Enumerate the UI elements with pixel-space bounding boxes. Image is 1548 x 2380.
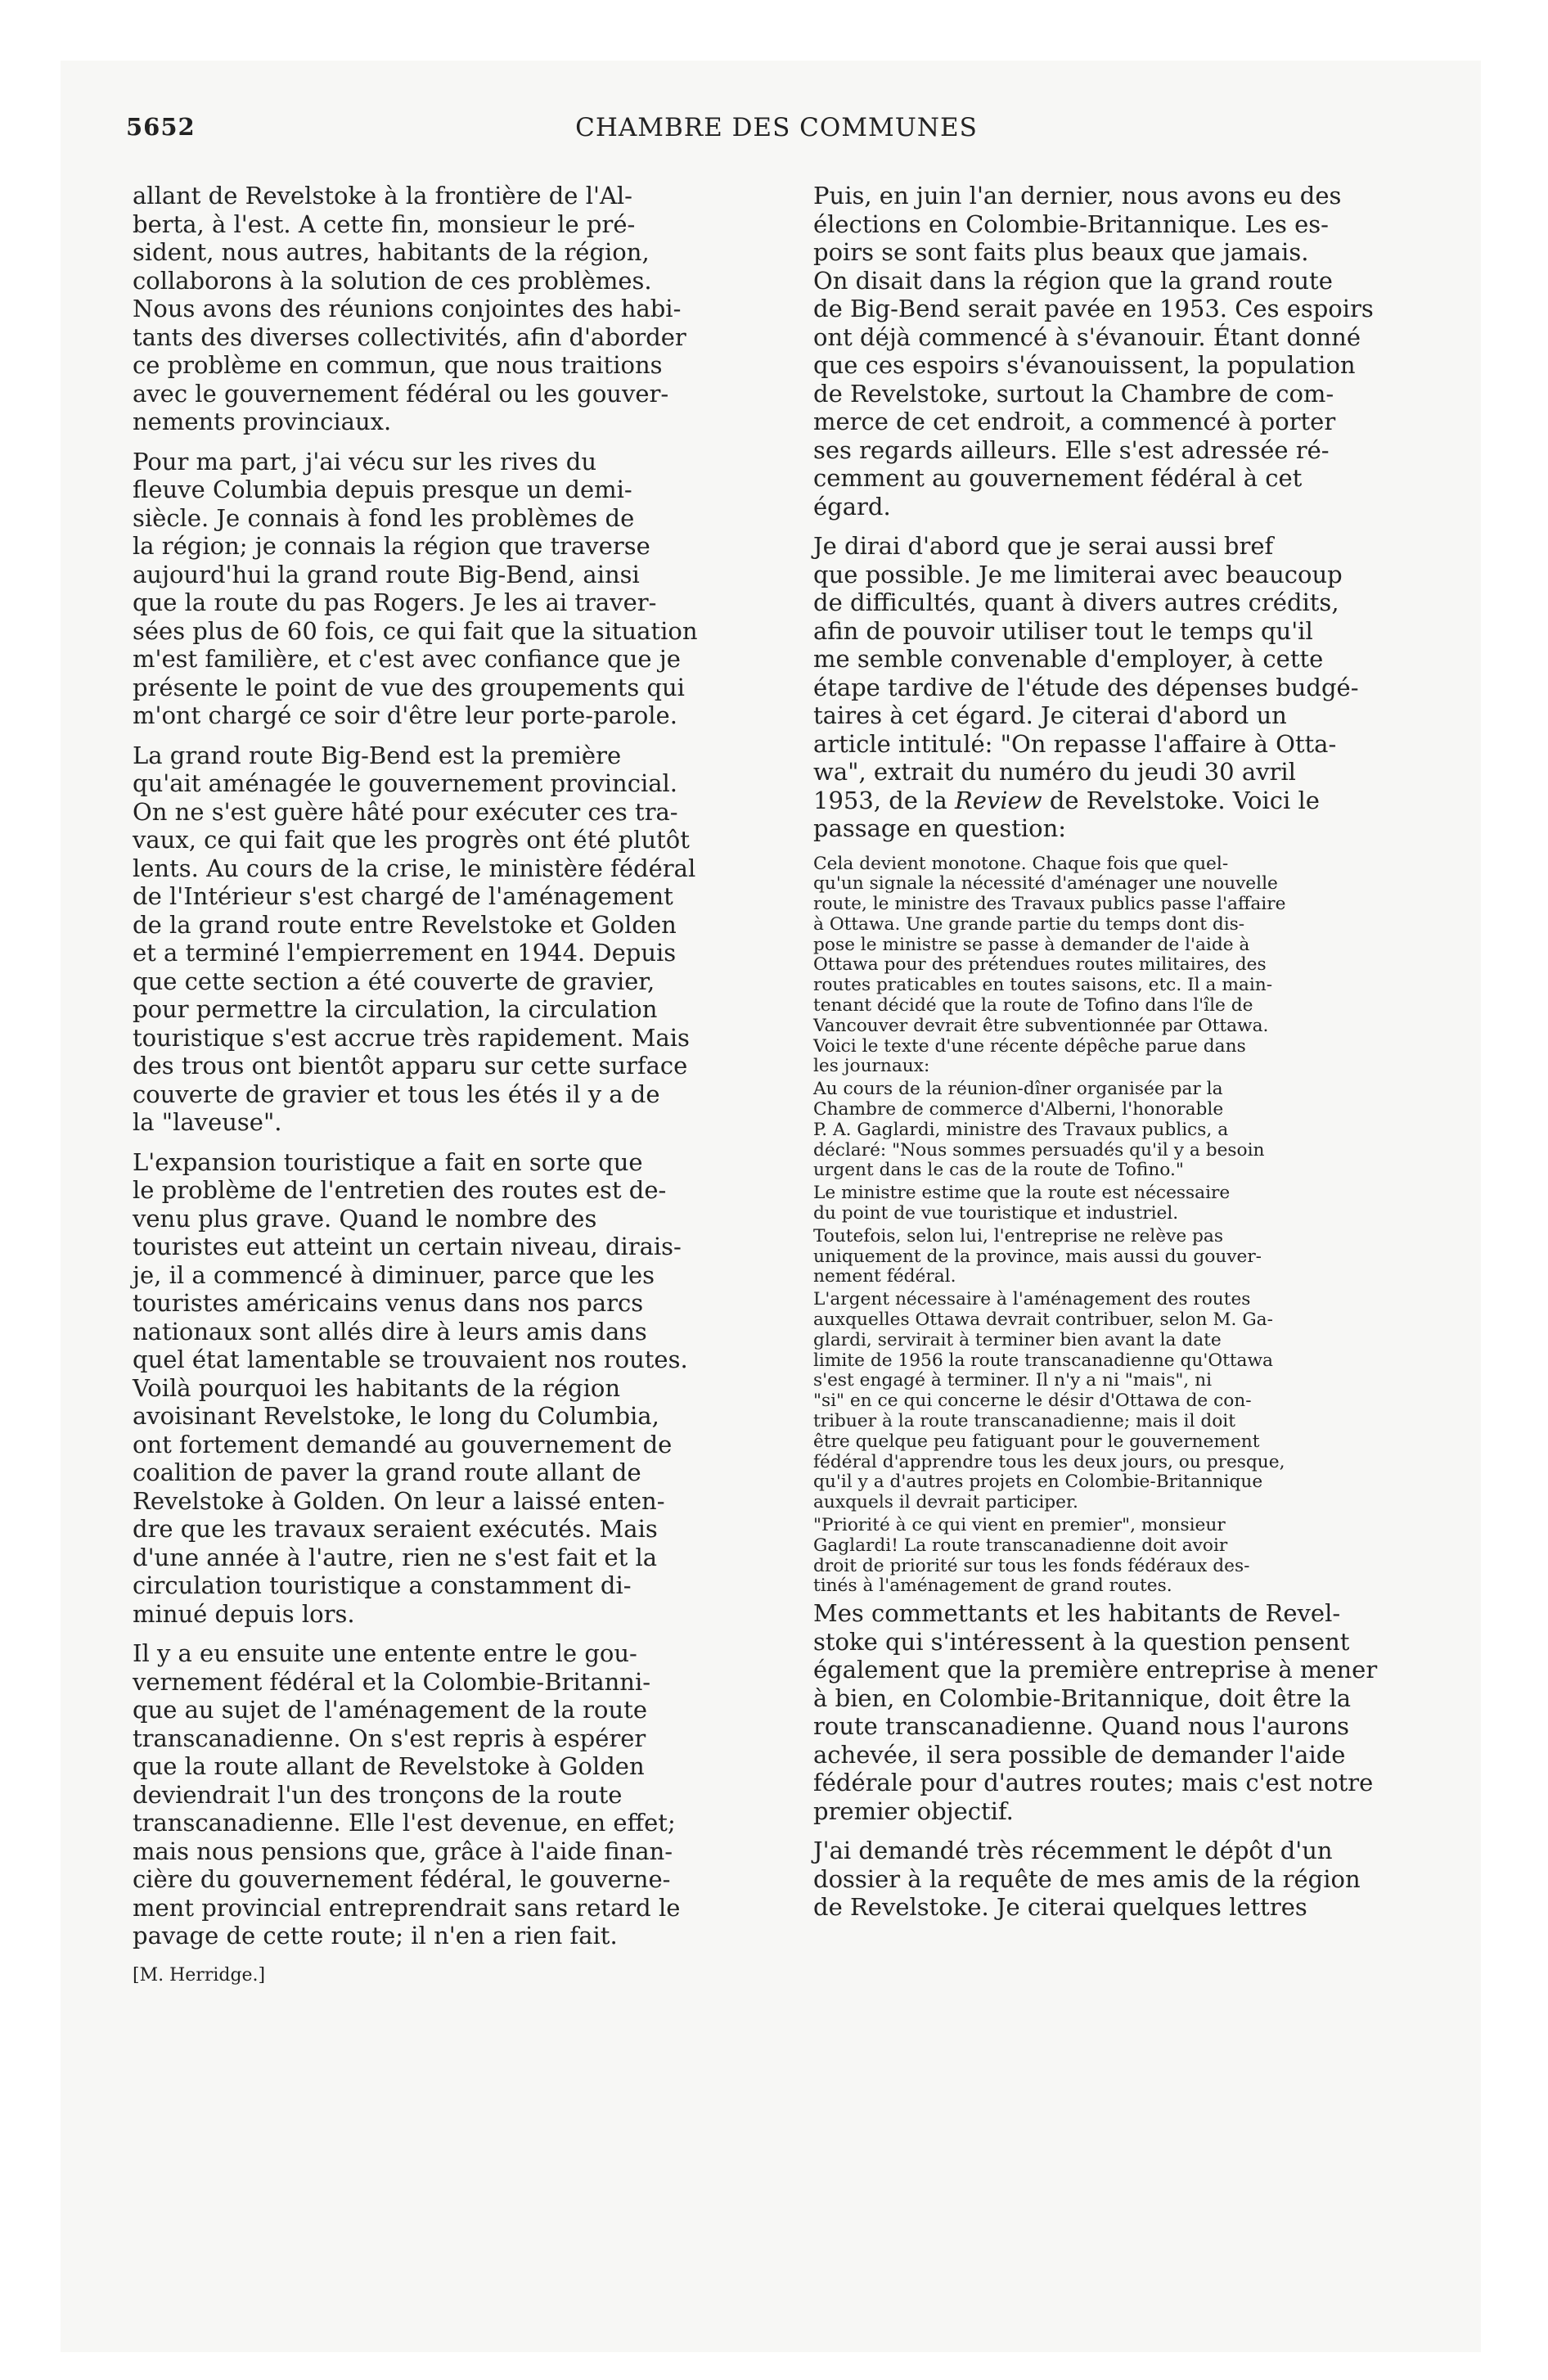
text-line: à Ottawa. Une grande partie du temps dont dis- [813,913,1245,935]
text-line: ont fortement demandé au gouvernement de [133,1430,673,1458]
text-line: passage en question: [813,814,1067,842]
text-line: me semble convenable d'employer, à cette [813,645,1324,673]
text-line: On disait dans la région que la grand route [813,266,1333,295]
text-line: Il y a eu ensuite une entente entre le gou- [133,1639,637,1667]
text-line: je, il a commencé à diminuer, parce que les [133,1260,655,1289]
quoted-paragraph [813,1290,1460,1513]
text-line: nements provinciaux. [133,408,392,435]
text-line: de Big-Bend serait pavée en 1953. Ces espoirs [813,295,1374,322]
body-paragraph [133,1148,772,1629]
text-line: ment provincial entreprendrait sans retard le [133,1893,681,1922]
text-line: Revelstoke à Golden. On leur a laissé enten- [133,1486,665,1515]
text-line: aujourd'hui la grand route Big-Bend, ainsi [133,560,640,588]
text-line: être quelque peu fatiguant pour le gouvernement [813,1431,1260,1452]
text-line: de Revelstoke. Je citerai quelques lettres [813,1893,1307,1922]
document-page [61,61,1481,2352]
text-line: déclaré: "Nous sommes persuadés qu'il y a besoin [813,1139,1265,1161]
text-line: qu'un signale la nécessité d'aménager une nouvelle [813,873,1278,895]
text-line: tenant décidé que la route de Tofino dans l'île de [813,995,1253,1016]
text-line: fleuve Columbia depuis presque un demi- [133,476,632,503]
text-line: venu plus grave. Quand le nombre des [133,1204,597,1233]
text-line: de l'Intérieur s'est chargé de l'aménagement [133,882,673,910]
text-line: Le ministre estime que la route est nécessaire [813,1183,1231,1204]
text-line: Toutefois, selon lui, l'entreprise ne relève pas [813,1225,1223,1246]
text-line: wa", extrait du numéro du jeudi 30 avril [813,758,1296,786]
text-line: coalition de paver la grand route allant de [133,1458,641,1486]
text-line: nationaux sont allés dire à leurs amis dans [133,1317,647,1346]
quoted-paragraph [813,1080,1460,1181]
text-line: cemment au gouvernement fédéral à cet [813,464,1303,492]
text-line: ont déjà commencé à s'évanouir. Étant donné [813,322,1361,351]
text-line: article intitulé: "On repasse l'affaire à Otta- [813,729,1337,758]
text-line: mais nous pensions que, grâce à l'aide finan- [133,1837,673,1865]
text-line: ses regards ailleurs. Elle s'est adressée ré- [813,435,1330,464]
text-line: auxquelles Ottawa devrait contribuer, selon M. Ga- [813,1309,1273,1331]
text-line: élections en Colombie-Britannique. Les es- [813,210,1329,238]
text-line: couverte de gravier et tous les étés il y a de [133,1080,660,1108]
text-line: s'est engagé à terminer. Il n'y a ni "mais", ni [813,1370,1213,1391]
text-line: J'ai demandé très récemment le dépôt d'un [813,1837,1333,1865]
text-line: qu'ait aménagée le gouvernement provincial. [133,769,678,797]
text-line: Voilà pourquoi les habitants de la région [133,1373,621,1402]
page-number: 5652 [126,113,196,141]
text-line: Pour ma part, j'ai vécu sur les rives du [133,447,597,476]
text-line: allant de Revelstoke à la frontière de l'Al- [133,182,632,210]
text-line: pose le ministre se passe à demander de l'aide à [813,934,1250,955]
text-line: droit de priorité sur tous les fonds fédéraux des- [813,1555,1250,1576]
text-line: ce problème en commun, que nous traitions [133,351,663,379]
text-line: taires à cet égard. Je citerai d'abord un [813,701,1287,729]
page-header [126,113,1427,154]
quoted-paragraph [813,854,1460,1078]
text-line: égard. [813,492,891,521]
text-line: tinés à l'aménagement de grand routes. [813,1575,1172,1597]
text-line: L'expansion touristique a fait en sorte que [133,1147,643,1176]
text-line: uniquement de la province, mais aussi du gouver- [813,1246,1262,1267]
text-line: également que la première entreprise à mener [813,1656,1378,1684]
text-line: quel état lamentable se trouvaient nos routes. [133,1346,688,1373]
body-paragraph [133,448,772,730]
text-line: siècle. Je connais à fond les problèmes de [133,503,635,532]
text-line: Puis, en juin l'an dernier, nous avons eu des [813,182,1342,210]
text-line: Ottawa pour des prétendues routes militaires, des [813,954,1267,976]
text-line: sées plus de 60 fois, ce qui fait que la situation [133,616,698,645]
text-line: Voici le texte d'une récente dépêche parue dans [813,1035,1246,1057]
text-line: On ne s'est guère hâté pour exécuter ces tra- [133,797,678,826]
text-line: Mes commettants et les habitants de Revel- [813,1599,1341,1628]
text-line: avec le gouvernement fédéral ou les gouver- [133,379,669,408]
text-line: circulation touristique a constamment di- [133,1571,632,1599]
quoted-paragraph [813,1516,1460,1597]
text-line: de Revelstoke, surtout la Chambre de com- [813,379,1334,408]
text-line: touristes américains venus dans nos parcs [133,1289,644,1317]
text-line: de la grand route entre Revelstoke et Golden [133,910,677,939]
text-line: stoke qui s'intéressent à la question pensent [813,1627,1350,1656]
text-line: lents. Au cours de la crise, le ministère fédéral [133,854,696,882]
text-line: dre que les travaux seraient exécutés. Mais [133,1515,658,1543]
text-line: vernement fédéral et la Colombie-Britanni- [133,1667,651,1696]
body-paragraph [133,1639,772,1950]
text-line: touristes eut atteint un certain niveau, dirais- [133,1233,682,1260]
text-line: minué depuis lors. [133,1599,355,1628]
text-line: 1953, de la Review de Revelstoke. Voici le [813,786,1320,814]
text-line: pavage de cette route; il n'en a rien fait. [133,1922,618,1950]
text-line: que au sujet de l'aménagement de la route [133,1696,647,1724]
body-paragraph [133,741,772,1137]
text-line: d'une année à l'autre, rien ne s'est fait et la [133,1543,658,1571]
text-line: limite de 1956 la route transcanadienne qu'Ottawa [813,1350,1273,1371]
body-paragraph [813,182,1460,521]
speaker-signature: [M. Herridge.] [133,1964,266,1986]
text-line: route, le ministre des Travaux publics passe l'affaire [813,894,1286,915]
text-line: afin de pouvoir utiliser tout le temps qu'il [813,616,1313,645]
text-line: transcanadienne. On s'est repris à espérer [133,1724,646,1752]
running-title: CHAMBRE DES COMMUNES [575,113,978,142]
right-column [813,182,1460,1933]
body-paragraph [813,532,1460,843]
body-paragraph [813,1599,1460,1825]
text-line: "si" en ce qui concerne le désir d'Ottawa de con- [813,1391,1252,1412]
body-paragraph [133,182,772,436]
text-line: des trous ont bientôt apparu sur cette surface [133,1052,688,1080]
text-line: pour permettre la circulation, la circulation [133,995,658,1023]
text-line: Vancouver devrait être subventionnée par Ottawa. [813,1015,1269,1036]
text-line: merce de cet endroit, a commencé à porter [813,408,1336,435]
text-line: et a terminé l'empierrement en 1944. Depuis [133,939,677,967]
text-line: cière du gouvernement fédéral, le gouverne- [133,1865,671,1893]
text-line: m'ont chargé ce soir d'être leur porte-parole. [133,701,677,729]
left-column [133,182,772,1986]
text-line: urgent dans le cas de la route de Tofino." [813,1160,1184,1181]
text-line: la région; je connais la région que traverse [133,532,650,560]
text-line: du point de vue touristique et industriel. [813,1203,1179,1224]
text-line: nement fédéral. [813,1266,956,1287]
text-line: de difficultés, quant à divers autres crédits, [813,588,1339,616]
text-line: fédérale pour d'autres routes; mais c'est notre [813,1769,1374,1797]
text-line: tants des diverses collectivités, afin d'aborder [133,322,686,351]
text-line: Je dirai d'abord que je serai aussi bref [813,532,1274,560]
text-line: m'est familière, et c'est avec confiance que je [133,645,681,673]
body-paragraph [813,1837,1460,1922]
text-line: que la route du pas Rogers. Je les ai traver- [133,588,657,616]
text-line: Nous avons des réunions conjointes des habi- [133,295,682,322]
text-line: dossier à la requête de mes amis de la région [813,1864,1361,1893]
text-line: que possible. Je me limiterai avec beaucoup [813,560,1343,588]
text-line: présente le point de vue des groupements qui [133,673,685,701]
text-line: à bien, en Colombie-Britannique, doit être la [813,1684,1352,1712]
text-line: les journaux: [813,1056,930,1077]
text-line: avoisinant Revelstoke, le long du Columbia, [133,1402,659,1430]
text-line: route transcanadienne. Quand nous l'aurons [813,1712,1350,1741]
text-line: glardi, servirait à terminer bien avant la date [813,1329,1222,1350]
text-line: La grand route Big-Bend est la première [133,741,622,769]
quoted-paragraph [813,1227,1460,1287]
text-line: premier objectif. [813,1796,1014,1825]
text-line: Cela devient monotone. Chaque fois que quel- [813,853,1229,874]
text-line: routes praticables en toutes saisons, etc. Il a main- [813,975,1273,996]
text-line: fédéral d'apprendre tous les deux jours, ou presque, [813,1451,1285,1472]
text-line: poirs se sont faits plus beaux que jamais. [813,238,1309,266]
text-line: deviendrait l'un des tronçons de la route [133,1780,623,1809]
text-line: transcanadienne. Elle l'est devenue, en effet; [133,1809,676,1837]
text-line: touristique s'est accrue très rapidement. Mais [133,1023,690,1052]
text-line: tribuer à la route transcanadienne; mais il doit [813,1411,1235,1432]
text-line: achevée, il sera possible de demander l'aide [813,1740,1346,1769]
quoted-paragraph [813,1183,1460,1224]
text-line: que ces espoirs s'évanouissent, la population [813,351,1356,379]
text-line: Au cours de la réunion-dîner organisée par la [813,1079,1223,1100]
text-line: qu'il y a d'autres projets en Colombie-Britannique [813,1472,1263,1493]
text-line: que cette section a été couverte de gravier, [133,967,655,995]
text-line: étape tardive de l'étude des dépenses budgé- [813,673,1359,701]
text-line: "Priorité à ce qui vient en premier", monsieur [813,1515,1226,1535]
text-line: berta, à l'est. A cette fin, monsieur le pré- [133,210,636,238]
text-line: Chambre de commerce d'Alberni, l'honorable [813,1099,1224,1120]
text-line: que la route allant de Revelstoke à Golden [133,1752,645,1780]
text-line: le problème de l'entretien des routes est de- [133,1176,667,1204]
text-line: auxquels il devrait participer. [813,1492,1078,1513]
text-line: P. A. Gaglardi, ministre des Travaux publics, a [813,1119,1229,1140]
text-line: la "laveuse". [133,1108,282,1136]
text-line: L'argent nécessaire à l'aménagement des routes [813,1289,1251,1310]
text-line: Gaglardi! La route transcanadienne doit avoir [813,1535,1228,1556]
text-line: vaux, ce qui fait que les progrès ont été plutôt [133,826,690,854]
text-line: sident, nous autres, habitants de la région, [133,238,650,266]
text-line: collaborons à la solution de ces problèmes. [133,266,652,295]
